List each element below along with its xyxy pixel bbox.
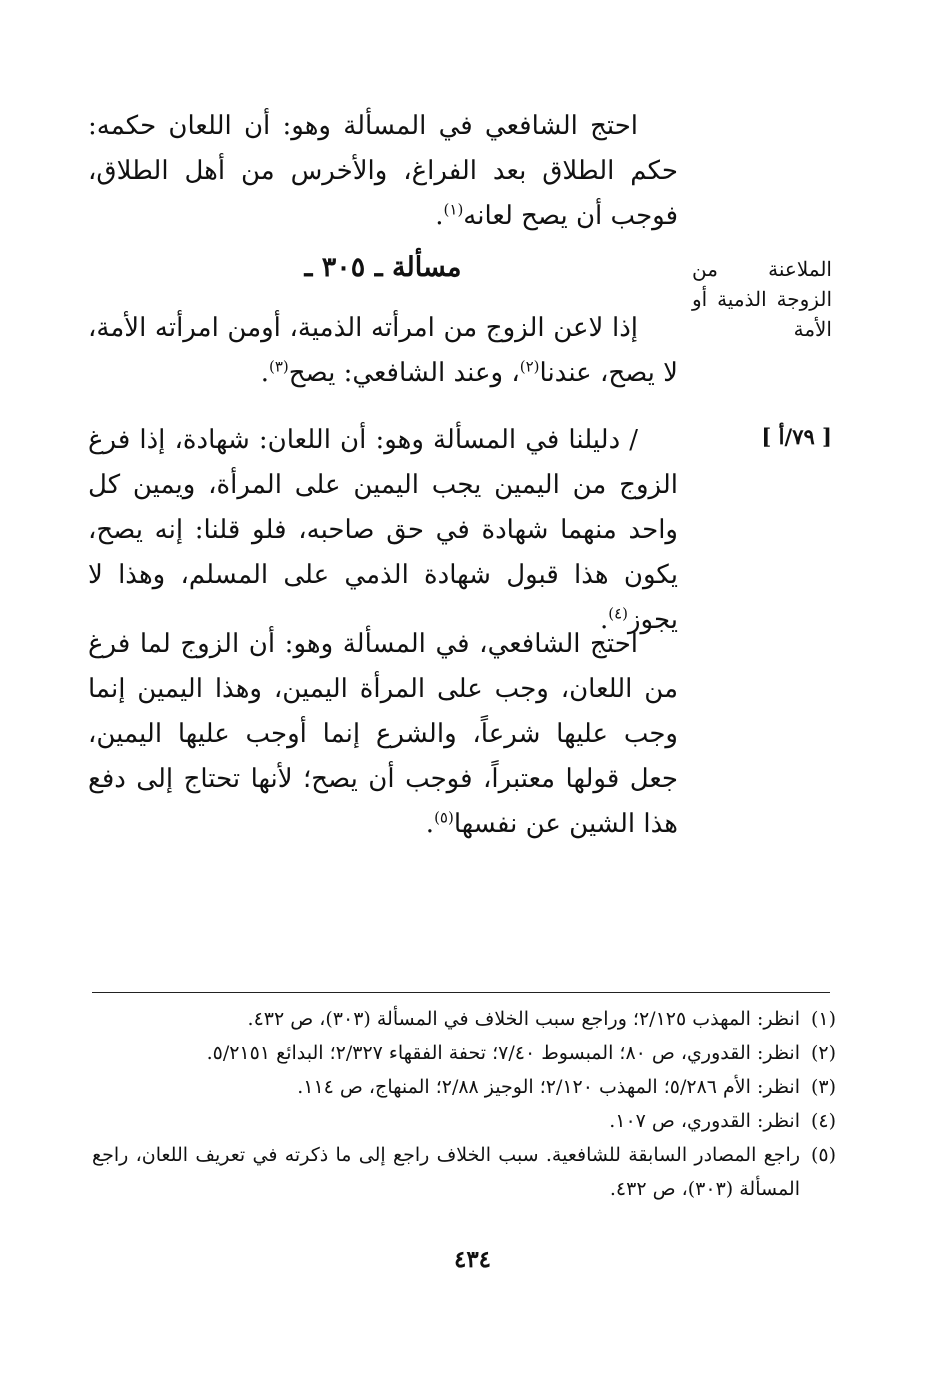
footnote-ref-4[interactable]: (٤) <box>608 604 628 623</box>
page-number: ٤٣٤ <box>453 1246 492 1273</box>
footnote-ref-3[interactable]: (٣) <box>268 357 289 376</box>
footnote-text: انظر: القدوري، ص ١٠٧. <box>609 1110 800 1132</box>
paragraph-2: إذا لاعن الزوج من امرأته الذمية، أومن امرأته الأمة، لا يصح، عندنا$^{(٢)}$، وعند الشافعي: يصح$^{(٣)}$. <box>88 313 678 388</box>
footnote-text: راجع المصادر السابقة للشافعية. سبب الخلاف راجع إلى ما ذكرته في تعريف اللعان، راجع المسألة (٣٠٣)، ص ٤٣٢. <box>92 1144 800 1200</box>
footnote-number: (١) <box>810 1008 836 1030</box>
paragraph-2-text-cont: ، وعند الشافعي: يصح <box>288 358 520 388</box>
paragraph-4-text: احتج الشافعي، في المسألة وهو: أن الزوج لما فرغ من اللعان، وجب على المرأة اليمين، وهذا اليمين إنما وجب عليها شرعاً، والشرع إنما أوجب عليها اليمين، جعل قولها معتبراً، فوجب أن يصح؛ لأنها تحتاج إلى دفع هذا الشين عن نفسها <box>88 629 678 839</box>
paragraph-1: احتج الشافعي في المسألة وهو: أن اللعان حكمه: حكم الطلاق بعد الفراغ، والأخرس من أهل الطلاق، فوجب أن يصح لعانه$^{(١)}$. <box>88 111 678 231</box>
folio-marker: [ ٧٩/أ ] <box>761 424 832 449</box>
footnote-number: (٥) <box>810 1144 836 1166</box>
paragraph-3-text: / دليلنا في المسألة وهو: أن اللعان: شهادة، إذا فرغ الزوج من اليمين يجب اليمين على المرأة، ويمين كل واحد منهما شهادة في حق صاحبه، فلو قلنا: إنه يصح، يكون هذا قبول شهادة الذمي على المسلم، وهذا لا يجوز <box>88 425 678 635</box>
footnote-ref-5[interactable]: (٥) <box>434 808 454 827</box>
footnote-text: انظر: القدوري، ص ٨٠؛ المبسوط ٧/٤٠؛ تحفة الفقهاء ٢/٣٢٧؛ البدائع ٥/٢١٥١. <box>206 1042 800 1064</box>
paragraph-1-text: احتج الشافعي في المسألة وهو: أن اللعان حكمه: حكم الطلاق بعد الفراغ، والأخرس من أهل الطلاق، فوجب أن يصح لعانه <box>88 111 678 231</box>
footnote-text: انظر: المهذب ٢/١٢٥؛ وراجع سبب الخلاف في المسألة (٣٠٣)، ص ٤٣٢. <box>247 1008 800 1030</box>
footnote-3 <box>92 1070 836 1104</box>
footnote-ref-2[interactable]: (٢) <box>519 357 540 376</box>
footnote-number: (٣) <box>810 1076 836 1098</box>
footnote-1 <box>92 1002 836 1036</box>
footnote-number: (٤) <box>810 1110 836 1132</box>
footnote-5 <box>92 1138 836 1206</box>
footnote-number: (٢) <box>810 1042 836 1064</box>
margin-note: الملاعنة من الزوجة الذمية أو الأمة <box>692 257 832 341</box>
paragraph-3: / دليلنا في المسألة وهو: أن اللعان: شهادة، إذا فرغ الزوج من اليمين يجب اليمين على المرأة، ويمين كل واحد منهما شهادة في حق صاحبه، فلو قلنا: إنه يصح، يكون هذا قبول شهادة الذمي على المسلم، وهذا لا يجوز$^{(٤)}$. <box>88 425 678 635</box>
footnote-divider <box>92 992 830 993</box>
footnote-2 <box>92 1036 836 1070</box>
section-heading: مسألة ـ ٣٠٥ ـ <box>304 252 462 283</box>
footnote-text: انظر: الأم ٥/٢٨٦؛ المهذب ٢/١٢٠؛ الوجيز ٢/٨٨؛ المنهاج، ص ١١٤. <box>297 1076 800 1098</box>
footnote-4 <box>92 1104 836 1138</box>
footnotes <box>92 1002 836 1206</box>
paragraph-2-text: إذا لاعن الزوج من امرأته الذمية، أومن امرأته الأمة، لا يصح، عندنا <box>88 313 678 388</box>
paragraph-4: احتج الشافعي، في المسألة وهو: أن الزوج لما فرغ من اللعان، وجب على المرأة اليمين، وهذا اليمين إنما وجب عليها شرعاً، والشرع إنما أوجب عليها اليمين، جعل قولها معتبراً، فوجب أن يصح؛ لأنها تحتاج إلى دفع هذا الشين عن نفسها$^{(٥)}$. <box>88 629 678 839</box>
footnote-ref-1[interactable]: (١) <box>443 200 464 219</box>
